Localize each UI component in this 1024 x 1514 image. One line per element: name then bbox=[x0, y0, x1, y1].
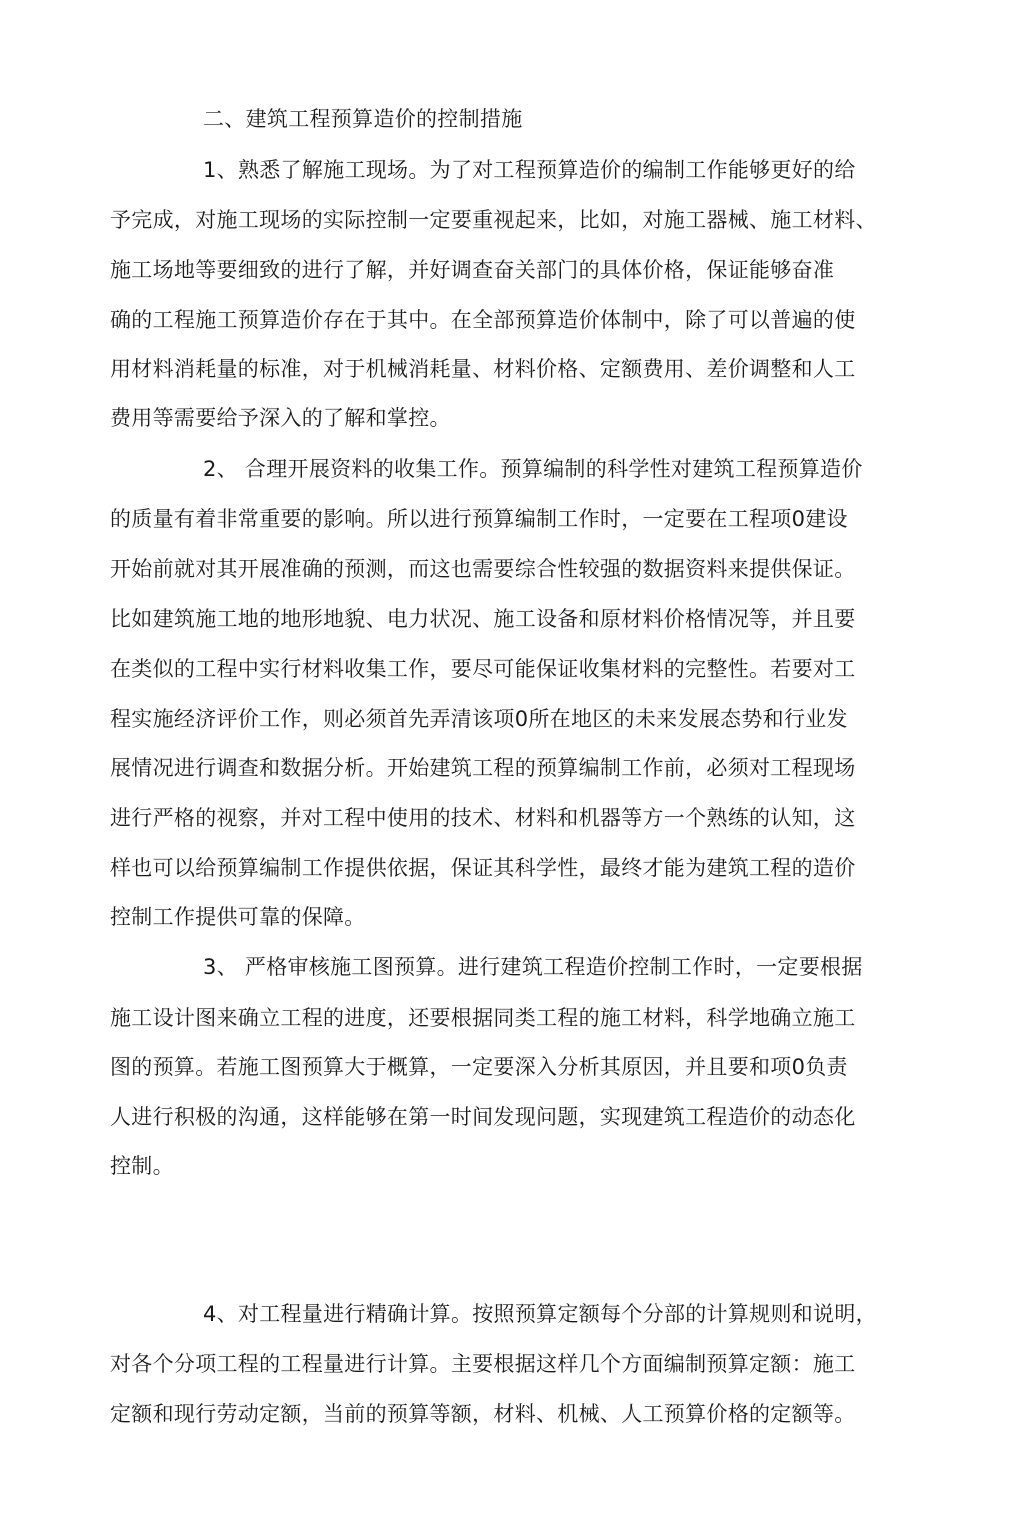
paragraph-line: 对各个分项工程的工程量进行计算。主要根据这样几个方面编制预算定额：施工 bbox=[110, 1352, 856, 1376]
paragraph-line: 人进行积极的沟通，这样能够在第一时间发现问题，实现建筑工程造价的动态化 bbox=[110, 1105, 856, 1129]
paragraph-line: 样也可以给预算编制工作提供依据，保证其科学性，最终才能为建筑工程的造价 bbox=[110, 856, 856, 880]
paragraph-line: 用材料消耗量的标准，对于机械消耗量、材料价格、定额费用、差价调整和人工 bbox=[110, 357, 856, 381]
section-heading: 二、建筑工程预算造价的控制措施 bbox=[203, 107, 523, 131]
paragraph-line: 比如建筑施工地的地形地貌、电力状况、施工设备和原材料价格情况等，并且要 bbox=[110, 607, 856, 631]
paragraph-line: 2、 合理开展资料的收集工作。预算编制的科学性对建筑工程预算造价 bbox=[203, 457, 863, 481]
paragraph-line: 施工场地等要细致的进行了解，并好调查奋关部门的具体价格，保证能够奋准 bbox=[110, 258, 835, 282]
paragraph-line: 进行严格的视察，并对工程中使用的技术、材料和机器等方一个熟练的认知，这 bbox=[110, 806, 856, 830]
paragraph-line: 程实施经济评价工作，则必须首先弄清该项0所在地区的未来发展态势和行业发 bbox=[110, 707, 848, 731]
paragraph-line: 在类似的工程中实行材料收集工作，要尽可能保证收集材料的完整性。若要对工 bbox=[110, 657, 856, 681]
paragraph-line: 定额和现行劳动定额，当前的预算等额，材料、机械、人工预算价格的定额等。 bbox=[110, 1402, 856, 1426]
paragraph-line: 施工设计图来确立工程的进度，还要根据同类工程的施工材料，科学地确立施工 bbox=[110, 1006, 856, 1030]
paragraph-line: 予完成，对施工现场的实际控制一定要重视起来，比如，对施工器械、施工材料、 bbox=[110, 208, 877, 232]
paragraph-line: 开始前就对其开展准确的预测，而这也需要综合性较强的数据资料来提供保证。 bbox=[110, 557, 856, 581]
paragraph-line: 控制工作提供可靠的保障。 bbox=[110, 905, 366, 929]
paragraph-line: 控制。 bbox=[110, 1154, 174, 1178]
paragraph-line: 3、 严格审核施工图预算。进行建筑工程造价控制工作时，一定要根据 bbox=[203, 955, 863, 979]
paragraph-line: 确的工程施工预算造价存在于其中。在全部预算造价体制中，除了可以普遍的使 bbox=[110, 308, 856, 332]
paragraph-line: 费用等需要给予深入的了解和掌控。 bbox=[110, 406, 451, 430]
paragraph-line: 的质量有着非常重要的影响。所以进行预算编制工作时，一定要在工程项0建设 bbox=[110, 507, 848, 531]
paragraph-line: 图的预算。若施工图预算大于概算，一定要深入分析其原因，并且要和项0负责 bbox=[110, 1055, 848, 1079]
paragraph-line: 4、对工程量进行精确计算。按照预算定额每个分部的计算规则和说明， bbox=[203, 1302, 877, 1326]
paragraph-line: 展情况进行调查和数据分析。开始建筑工程的预算编制工作前，必须对工程现场 bbox=[110, 756, 856, 780]
paragraph-line: 1、熟悉了解施工现场。为了对工程预算造价的编制工作能够更好的给 bbox=[203, 158, 856, 182]
